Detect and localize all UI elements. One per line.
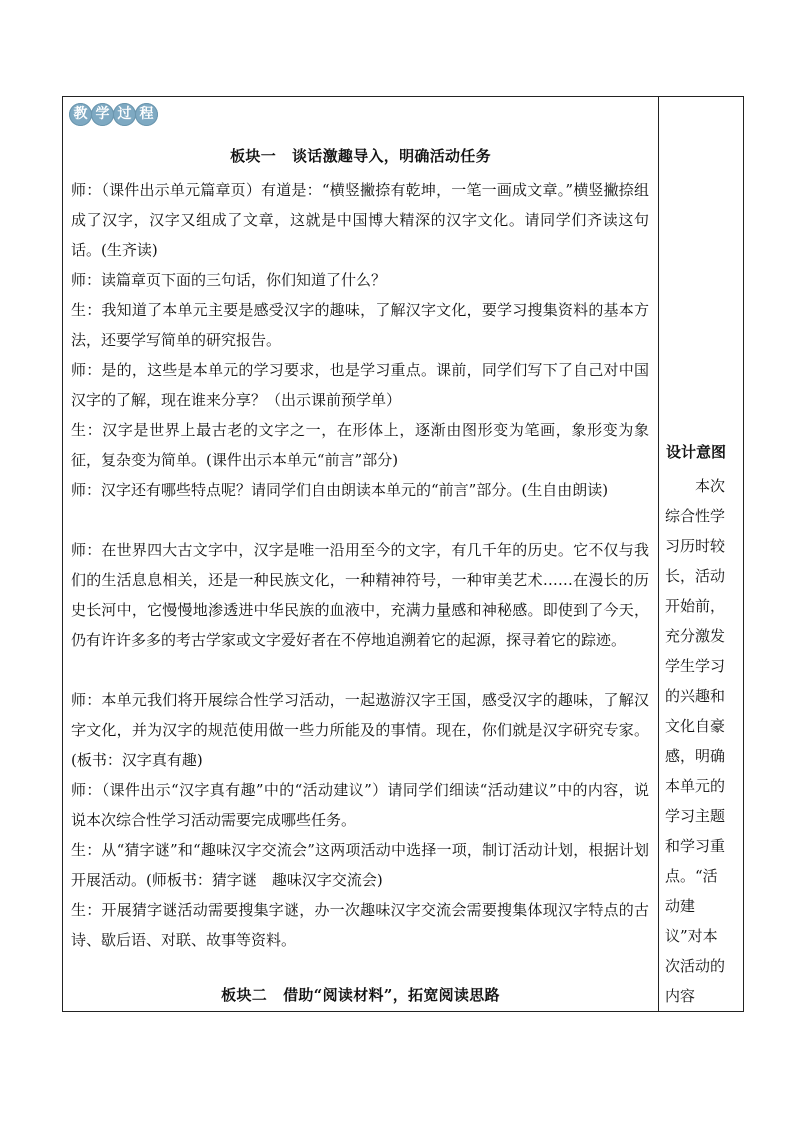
paragraph: 生：汉字是世界上最古老的文字之一，在形体上，逐渐由图形变为笔画，象形变为象征，复杂变为简单。(课件出示本单元“前言”部分) (71, 421, 649, 469)
side-note-title: 设计意图 (666, 443, 727, 461)
block-label: 板块一 (230, 147, 276, 165)
badge-char: 过 (113, 103, 136, 126)
paragraph: 生：我知道了本单元主要是感受汉字的趣味，了解汉字文化，要学习搜集资料的基本方法，还要学写简单的研究报告。 (71, 301, 649, 349)
paragraph: 师：本单元我们将开展综合性学习活动，一起遨游汉字王国，感受汉字的趣味，了解汉字文化，并为汉字的规范使用做一些力所能及的事情。现在，你们就是汉字研究专家。(板书：汉字真有趣) (71, 691, 649, 769)
section-badge (69, 103, 157, 131)
badge-char: 程 (135, 103, 158, 126)
paragraph: 师：在世界四大古文字中，汉字是唯一沿用至今的文字，有几千年的历史。它不仅与我们的生活息息相关，还是一种民族文化，一种精神符号，一种审美艺术……在漫长的历史长河中，它慢慢地渗透进中华民族的血液中，充满力量感和神秘感。即使到了今天，仍有许许多多的考古学家或文字爱好者在不停地追溯着它的起源，探寻着它的踪迹。 (71, 541, 649, 649)
block-title-text: 借助“阅读材料”，拓宽阅读思路 (283, 986, 500, 1004)
block-label: 板块二 (221, 986, 268, 1004)
block-two-heading (63, 984, 658, 1005)
paragraph: 师：（课件出示“汉字真有趣”中的“活动建议”）请同学们细读“活动建议”中的内容，说说本次综合性学习活动需要完成哪些任务。 (71, 781, 649, 829)
block-one-heading (63, 145, 658, 166)
paragraph: 生：从“猜字谜”和“趣味汉字交流会”这两项活动中选择一项，制订活动计划，根据计划开展活动。(师板书：猜字谜 趣味汉字交流会) (71, 841, 649, 889)
side-note-text: 本次综合性学习历时较长，活动开始前，充分激发学生学习的兴趣和文化自豪感，明确本单元的学习主题和学习重点。“活动建议”对本次活动的内容 (665, 477, 726, 1005)
paragraph: 师：（课件出示单元篇章页）有道是：“横竖撇捺有乾坤，一笔一画成文章。”横竖撇捺组成了汉字，汉字又组成了文章，这就是中国博大精深的汉字文化。请同学们齐读这句话。(生齐读) (71, 181, 649, 259)
paragraph: 生：开展猜字谜活动需要搜集字谜，办一次趣味汉字交流会需要搜集体现汉字特点的古诗、歇后语、对联、故事等资料。 (71, 901, 649, 949)
lesson-table (62, 96, 744, 1012)
badge-char: 教 (69, 103, 92, 126)
badge-char: 学 (91, 103, 114, 126)
paragraph: 师：读篇章页下面的三句话，你们知道了什么？ (71, 271, 387, 289)
paragraph: 师：是的，这些是本单元的学习要求，也是学习重点。课前，同学们写下了自己对中国汉字的了解，现在谁来分享？（出示课前预学单） (71, 361, 649, 409)
paragraph: 师：汉字还有哪些特点呢？请同学们自由朗读本单元的“前言”部分。(生自由朗读) (71, 481, 609, 499)
design-intent-column (659, 97, 743, 1011)
teaching-process-column (63, 97, 658, 1011)
block-title-text: 谈话激趣导入，明确活动任务 (292, 147, 491, 165)
